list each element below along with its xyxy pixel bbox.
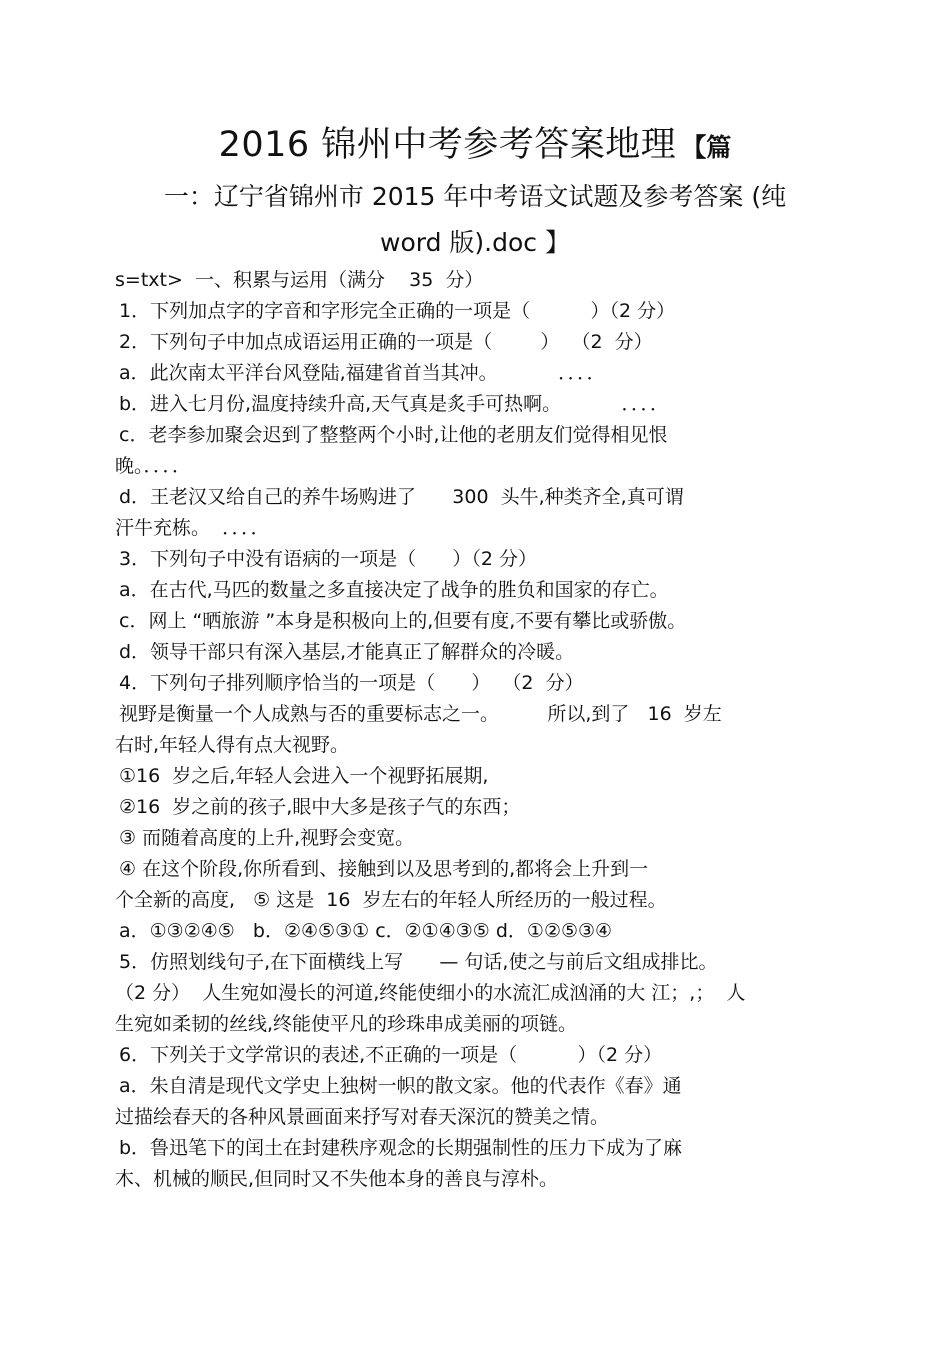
text-line: （2 分） 人生宛如漫长的河道,终能使细小的水流汇成汹涌的大 江；,； 人 (115, 982, 746, 1004)
text-line: 汗牛充栋。 ．．．． (115, 517, 270, 539)
text-line: ③ 而随着高度的上升,视野会变宽。 (119, 827, 415, 849)
title-bracket: 【篇 (681, 133, 732, 162)
text-line: b．鲁迅笔下的闰土在封建秩序观念的长期强制性的压力下成为了麻 (119, 1137, 683, 1159)
document-body (115, 265, 835, 1195)
text-line: d．王老汉又给自己的养牛场购进了 300 头牛,种类齐全,真可谓 (119, 486, 684, 508)
text-line: a．①③②④⑤ b．②④⑤③① c．②①④③⑤ d．①②⑤③④ (119, 920, 613, 942)
text-line: 晚。．．．． (115, 455, 192, 477)
text-line: 4．下列句子排列顺序恰当的一项是（ ） （2 分） (119, 672, 584, 694)
text-line: ②16 岁之前的孩子,眼中大多是孩子气的东西； (119, 796, 521, 818)
title-line-3: word 版).doc 】 (380, 228, 570, 257)
text-line: 木、机械的顺民,但同时又不失他本身的善良与淳朴。 (115, 1168, 559, 1190)
text-line: 视野是衡量一个人成熟与否的重要标志之一。 所以,到了 16 岁左 (119, 703, 722, 725)
title-line-2: 一：辽宁省锦州市 2015 年中考语文试题及参考答案 (纯 (163, 182, 787, 211)
text-line: 个全新的高度, ⑤ 这是 16 岁左右的年轻人所经历的一般过程。 (115, 889, 667, 911)
text-line: 生宛如柔韧的丝线,终能使平凡的珍珠串成美丽的项链。 (115, 1013, 578, 1035)
text-line: 过描绘春天的各种风景画面来抒写对春天深沉的赞美之情。 (115, 1106, 610, 1128)
text-line: ④ 在这个阶段,你所看到、接触到以及思考到的,都将会上升到一 (119, 858, 649, 880)
text-line: 1．下列加点字的字音和字形完全正确的一项是（ ）（2 分） (119, 300, 676, 322)
text-line: ①16 岁之后,年轻人会进入一个视野拓展期, (119, 765, 489, 787)
text-line: 3．下列句子中没有语病的一项是（ ）（2 分） (119, 548, 537, 570)
title-line-1 (115, 122, 835, 174)
text-line: c．网上 “晒旅游 ”本身是积极向上的,但要有度,不要有攀比或骄傲。 (119, 610, 687, 632)
title-main: 2016 锦州中考参考答案地理 (218, 125, 677, 165)
text-line: 6．下列关于文学常识的表述,不正确的一项是（ ）（2 分） (119, 1044, 663, 1066)
text-line: a．朱自清是现代文学史上独树一帜的散文家。他的代表作《春》通 (119, 1075, 682, 1097)
text-line: d．领导干部只有深入基层,才能真正了解群众的冷暖。 (119, 641, 575, 663)
text-line: 2．下列句子中加点成语运用正确的一项是（ ） （2 分） (119, 331, 653, 353)
text-line: b．进入七月份,温度持续升高,天气真是炙手可热啊。 ．．．． (119, 393, 670, 415)
text-line: c．老李参加聚会迟到了整整两个小时,让他的老朋友们觉得相见恨 (119, 424, 668, 446)
text-line: s=txt> 一、积累与运用（满分 35 分） (115, 269, 484, 291)
text-line: a．在古代,马匹的数量之多直接决定了战争的胜负和国家的存亡。 (119, 579, 669, 601)
text-line: 右时,年轻人得有点大视野。 (115, 734, 350, 756)
text-line: a．此次南太平洋台风登陆,福建省首当其冲。 ．．．． (119, 362, 606, 384)
document-title (115, 122, 835, 266)
text-line: 5．仿照划线句子,在下面横线上写 — 句话,使之与前后文组成排比。 (119, 951, 718, 973)
